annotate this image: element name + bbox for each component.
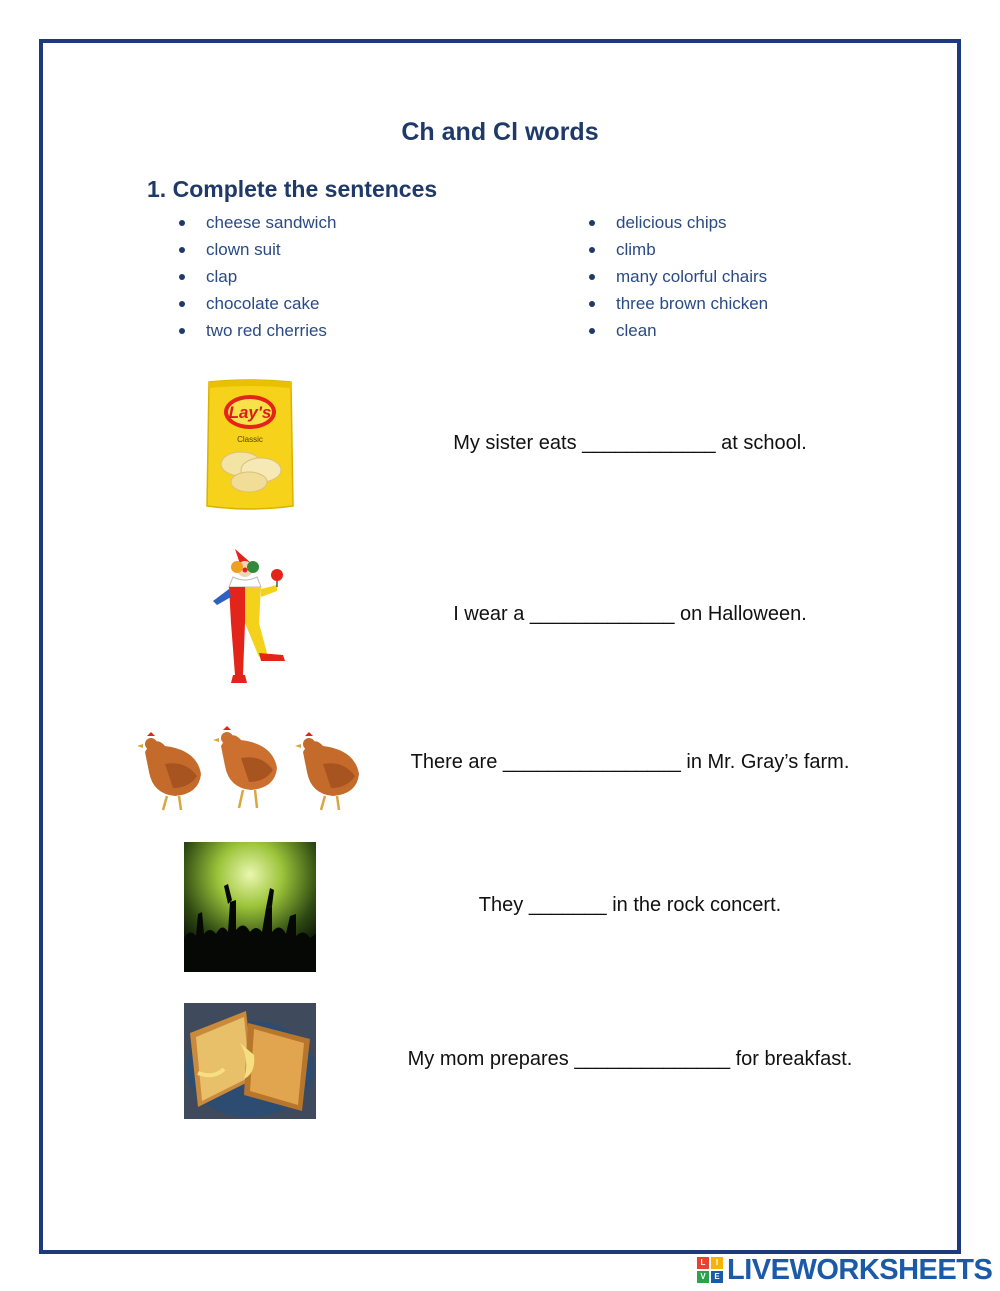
word-bank-item: clap xyxy=(176,263,336,290)
chicken-1 xyxy=(137,732,201,810)
word-bank-left xyxy=(176,209,336,344)
chips-sub-text: Classic xyxy=(237,435,263,444)
question-heading xyxy=(147,176,437,203)
logo-letter: E xyxy=(711,1271,723,1283)
word-bank-item: climb xyxy=(586,236,768,263)
sentence-1: My sister eats ____________ at school. xyxy=(453,432,807,454)
sentence-5: My mom prepares ______________ for breakfast. xyxy=(407,1048,853,1070)
sentence-2: I wear a _____________ on Halloween. xyxy=(453,603,807,625)
chicken-2 xyxy=(213,726,277,808)
logo-letter: L xyxy=(697,1257,709,1269)
question-number: 1. xyxy=(147,176,167,202)
grilled-cheese-image xyxy=(184,1003,316,1119)
word-bank-item: chocolate cake xyxy=(176,290,336,317)
logo-text: LIVEWORKSHEETS xyxy=(727,1253,993,1286)
chips-bag-image xyxy=(205,378,295,512)
chips-brand-text: Lay's xyxy=(228,403,272,422)
clown-image xyxy=(205,545,295,687)
sentence-3: There are ________________ in Mr. Gray’s farm. xyxy=(410,751,850,773)
word-bank-item: delicious chips xyxy=(586,209,768,236)
word-bank-item: two red cherries xyxy=(176,317,336,344)
word-bank-item: many colorful chairs xyxy=(586,263,768,290)
sentence-4: They _______ in the rock concert. xyxy=(478,894,782,916)
worksheet-title: Ch and Cl words xyxy=(401,118,599,146)
question-text: Complete the sentences xyxy=(172,176,438,202)
liveworksheets-logo xyxy=(697,1254,992,1286)
concert-crowd-image xyxy=(184,842,316,972)
word-bank-right xyxy=(586,209,768,344)
word-bank-item: cheese sandwich xyxy=(176,209,336,236)
word-bank-item: three brown chicken xyxy=(586,290,768,317)
logo-blocks-icon xyxy=(697,1257,723,1283)
logo-letter: V xyxy=(697,1271,709,1283)
logo-letter: I xyxy=(711,1257,723,1269)
word-bank-item: clown suit xyxy=(176,236,336,263)
word-bank-item: clean xyxy=(586,317,768,344)
